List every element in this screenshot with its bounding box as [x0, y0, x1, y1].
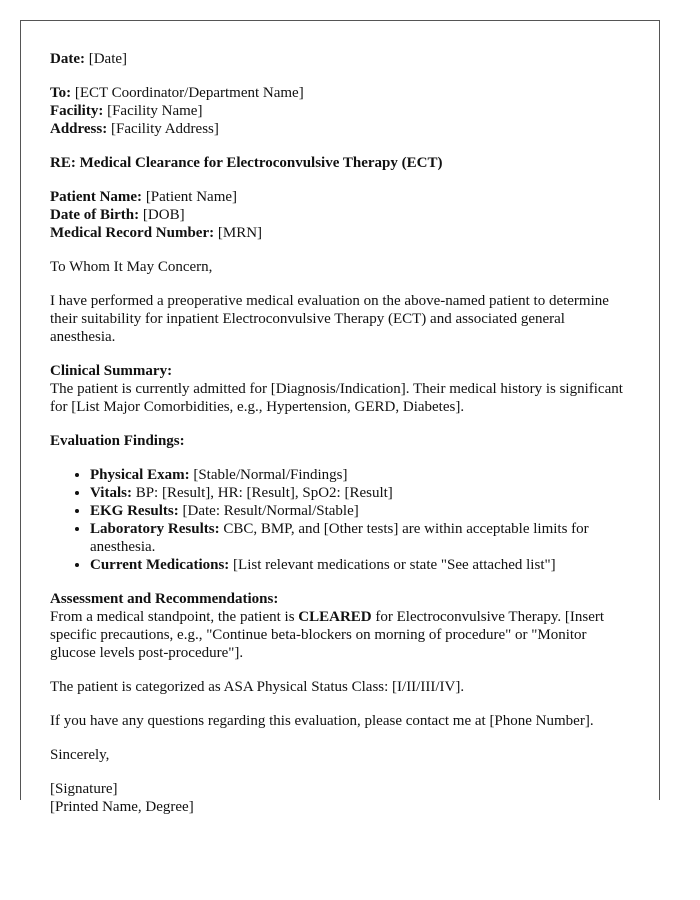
finding-value: [List relevant medications or state "See attached list"]: [229, 557, 556, 573]
finding-label: Laboratory Results:: [90, 521, 220, 537]
evaluation-heading-block: [50, 432, 631, 450]
letter-page: [20, 20, 660, 815]
assessment-text-before: From a medical standpoint, the patient is: [50, 609, 299, 625]
facility-label: Facility:: [50, 103, 104, 119]
subject-text: RE: Medical Clearance for Electroconvulsive Therapy (ECT): [50, 155, 443, 171]
facility-line: [50, 102, 631, 120]
list-item: [90, 484, 631, 502]
mrn-label: Medical Record Number:: [50, 225, 215, 241]
list-item: [90, 466, 631, 484]
finding-label: EKG Results:: [90, 503, 179, 519]
clinical-summary-text: The patient is currently admitted for [Diagnosis/Indication]. Their medical history is significant for [List Major Comorbidities, e.g., Hypertension, GERD, Diabetes].: [50, 381, 623, 415]
address-line: [50, 120, 631, 138]
mrn-value: [MRN]: [214, 225, 263, 241]
list-item: [90, 556, 631, 574]
finding-value: CBC, BMP, and [Other tests] are within acceptable limits for anesthesia.: [90, 521, 589, 555]
dob-line: [50, 206, 631, 224]
closing: Sincerely,: [50, 747, 110, 763]
finding-value: [Date: Result/Normal/Stable]: [178, 503, 359, 519]
to-label: To:: [50, 85, 72, 101]
assessment-section: [50, 590, 631, 662]
address-value: [Facility Address]: [107, 121, 219, 137]
date-line: [50, 50, 631, 68]
printed-name: [Printed Name, Degree]: [50, 799, 194, 815]
assessment-text-after: for Electroconvulsive Therapy. [Insert specific precautions, e.g., "Continue beta-blockers on morning of procedure" or "Monitor glucose levels post-procedure"].: [50, 609, 605, 661]
finding-label: Current Medications:: [90, 557, 230, 573]
contact-statement: If you have any questions regarding this evaluation, please contact me at [Phone Number].: [50, 713, 594, 729]
cleared-status: CLEARED: [298, 609, 372, 625]
date-label: Date:: [50, 51, 85, 67]
dob-label: Date of Birth:: [50, 207, 140, 223]
dob-value: [DOB]: [139, 207, 185, 223]
finding-value: BP: [Result], HR: [Result], SpO2: [Result]: [131, 485, 393, 501]
evaluation-findings-list: [50, 466, 631, 574]
clinical-summary-heading: Clinical Summary:: [50, 363, 173, 379]
clinical-summary-section: [50, 362, 631, 416]
salutation: To Whom It May Concern,: [50, 259, 213, 275]
patient-name-label: Patient Name:: [50, 189, 143, 205]
mrn-line: [50, 224, 631, 242]
intro-paragraph: I have performed a preoperative medical evaluation on the above-named patient to determine their suitability for inpatient Electroconvulsive Therapy (ECT) and associated general anesthesia.: [50, 293, 609, 345]
assessment-heading: Assessment and Recommendations:: [50, 591, 279, 607]
patient-name-value: [Patient Name]: [142, 189, 238, 205]
address-label: Address:: [50, 121, 108, 137]
evaluation-heading: Evaluation Findings:: [50, 433, 185, 449]
date-block: [50, 50, 631, 68]
finding-label: Physical Exam:: [90, 467, 190, 483]
subject-line: [50, 154, 631, 172]
facility-value: [Facility Name]: [103, 103, 203, 119]
asa-statement: The patient is categorized as ASA Physical Status Class: [I/II/III/IV].: [50, 679, 465, 695]
patient-name-line: [50, 188, 631, 206]
to-line: [50, 84, 631, 102]
finding-label: Vitals:: [90, 485, 132, 501]
patient-block: [50, 188, 631, 242]
list-item: [90, 502, 631, 520]
recipient-block: [50, 84, 631, 138]
signature-block: [50, 780, 631, 816]
signature: [Signature]: [50, 781, 118, 797]
finding-value: [Stable/Normal/Findings]: [189, 467, 348, 483]
list-item: [90, 520, 631, 556]
to-value: [ECT Coordinator/Department Name]: [71, 85, 304, 101]
date-value: [Date]: [84, 51, 128, 67]
